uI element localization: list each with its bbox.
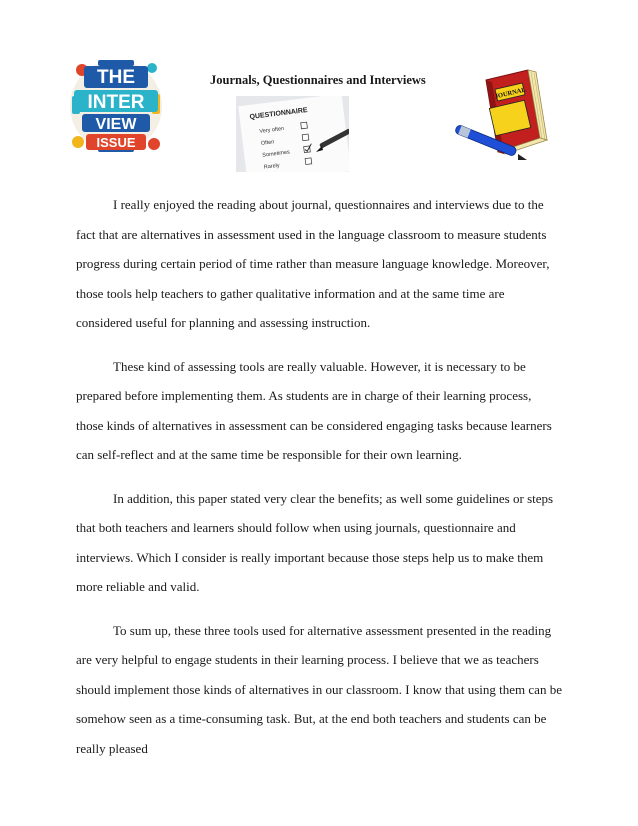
paragraph-3: In addition, this paper stated very clear the benefits; as well some guidelines or steps that both teachers and learners should follow when using journals, questionnaire and interviews. Which I consider is really important because those steps help us to make them more reliable and valid. xyxy=(76,490,554,594)
logo-word-view: VIEW xyxy=(95,116,137,133)
body-text xyxy=(76,190,562,777)
journal-label: JOURNAL xyxy=(494,86,527,101)
logo-word-inter: INTER xyxy=(87,92,145,113)
page-title: Journals, Questionnaires and Interviews xyxy=(210,73,426,87)
paragraph-1: I really enjoyed the reading about journal, questionnaires and interviews due to the fact that are alternatives in assessment used in the language classroom to measure students progress during certain period of time rather than measure language knowledge. Moreover, those tools help teachers to gather qualitative information and at the same time are considered useful for planning and assessing instruction. xyxy=(76,197,550,330)
logo-word-the: THE xyxy=(97,67,135,88)
paragraph-4: To sum up, these three tools used for alternative assessment presented in the reading are very helpful to engage students in their learning process. I believe that we as teachers should implement those kinds of alternatives in our classroom. I know that using them can be somehow seen as a time-consuming task. But, at the end both teachers and students can be really pleased xyxy=(76,622,562,756)
questionnaire-option-3: Sometimes xyxy=(262,149,291,159)
questionnaire-option-1: Very often xyxy=(259,125,285,135)
questionnaire-option-4: Rarely xyxy=(263,162,281,171)
interview-issue-logo xyxy=(68,56,164,156)
questionnaire-image xyxy=(236,96,349,172)
questionnaire-option-2: Often xyxy=(260,139,275,147)
logo-word-issue: ISSUE xyxy=(96,135,136,150)
journal-book-image xyxy=(448,66,548,164)
paragraph-2: These kind of assessing tools are really valuable. However, it is necessary to be prepared before implementing them. As students are in charge of their learning process, those kinds of alternatives in assessment can be considered engaging tasks because learners can self-reflect and at the same time be responsible for their own learning. xyxy=(76,358,552,462)
questionnaire-heading: QUESTIONNAIRE xyxy=(249,106,309,122)
